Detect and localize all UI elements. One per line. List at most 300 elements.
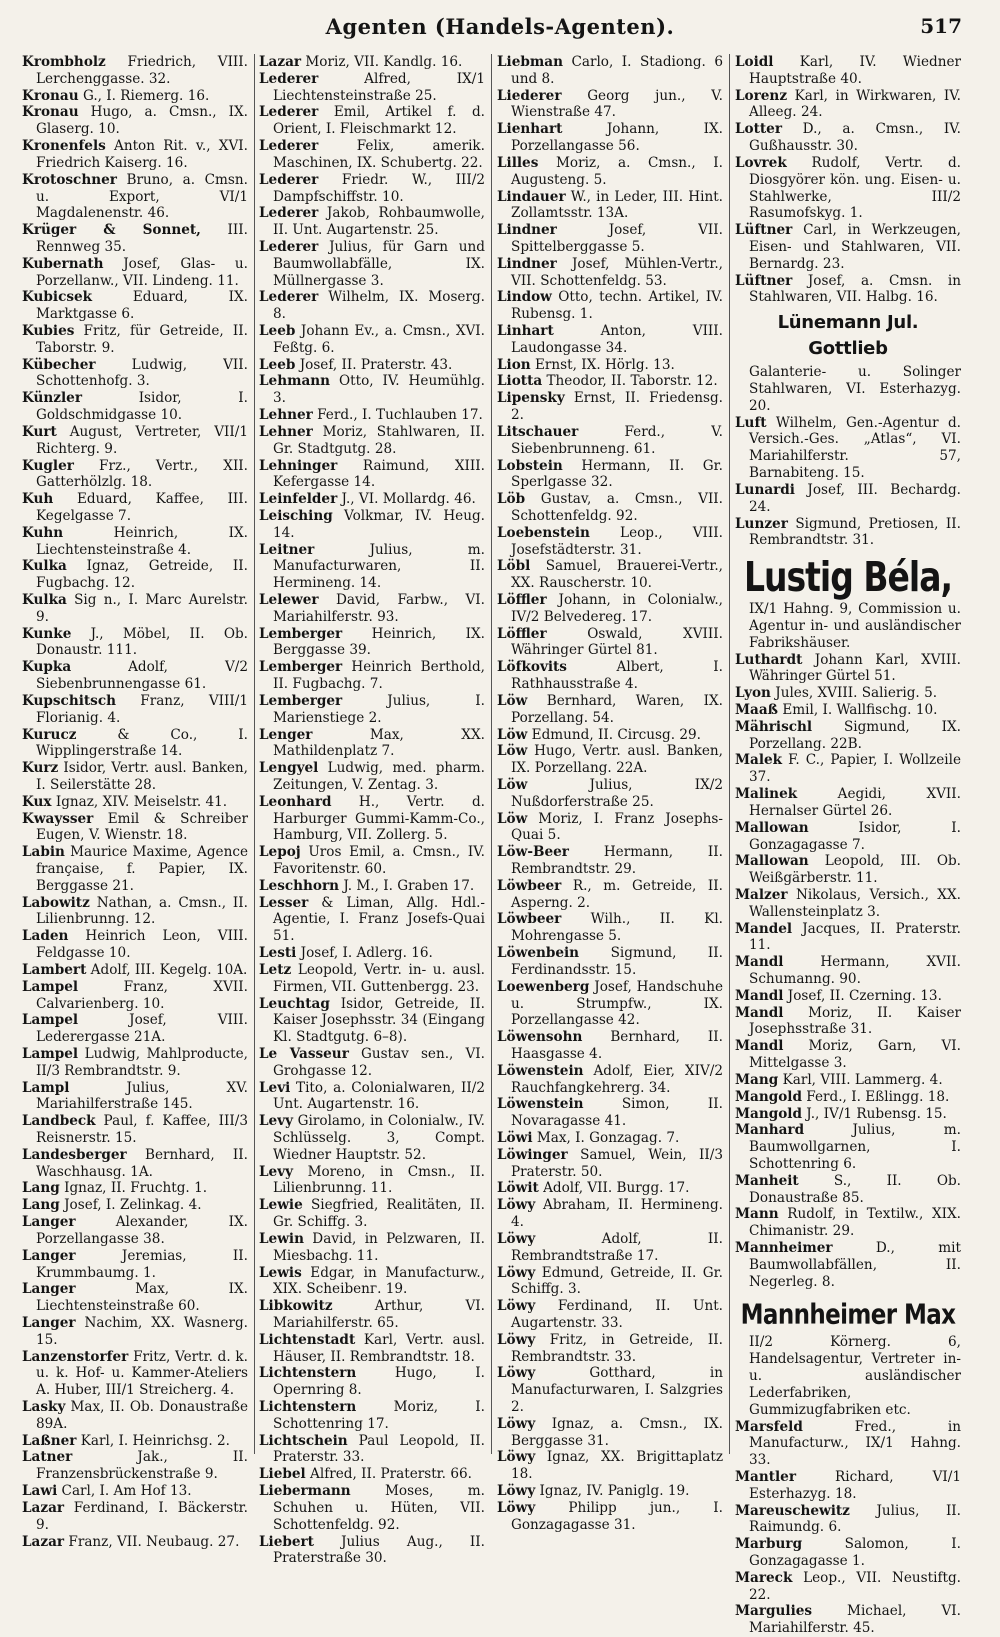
directory-entry <box>22 895 248 929</box>
directory-entry <box>735 921 961 955</box>
entry-name: Lederer <box>259 104 318 120</box>
entry-name: Löwensohn <box>497 1029 582 1045</box>
entry-name: Löwy <box>497 1332 535 1348</box>
directory-entry <box>497 1332 723 1366</box>
entry-name: Leuchtag <box>259 996 330 1012</box>
entry-name: Lampel <box>22 1012 78 1028</box>
directory-entry <box>735 1206 961 1240</box>
directory-entry <box>497 256 723 290</box>
directory-entry <box>497 1265 723 1299</box>
entry-details: Siegfried, Realitäten, II. Gr. Schiffg. 3. <box>273 1197 485 1230</box>
entry-details: Jules, XVIII. Salierig. 5. <box>771 685 937 701</box>
entry-name: Mandl <box>735 1005 783 1021</box>
entry-name: Mährischl <box>735 719 812 735</box>
entry-details: Ernst, IX. Hörlg. 13. <box>531 357 675 373</box>
entry-name: Lesser <box>259 895 308 911</box>
directory-entry <box>497 1483 723 1500</box>
directory-entry <box>735 1419 961 1469</box>
entry-details: Sigmund, Pretiosen, II. Rembrandtstr. 31. <box>749 516 961 549</box>
entry-name: Lehner <box>259 424 313 440</box>
entry-name: Lanzenstorfer <box>22 1349 128 1365</box>
directory-entry <box>259 1164 485 1198</box>
entry-details: Girolamo, in Colonialw., IV. Schlüsselg. 3, Compt. Wiedner Hauptstr. 52. <box>273 1113 485 1163</box>
entry-name: Löwbeer <box>497 911 561 927</box>
entry-name: Lovrek <box>735 155 787 171</box>
directory-entry <box>497 1449 723 1483</box>
entry-name: Leitner <box>259 542 314 558</box>
directory-entry <box>497 1197 723 1231</box>
entry-details: Max, XX. Mathildenplatz 7. <box>273 727 485 760</box>
entry-details: Franz, VII. Neubaug. 27. <box>64 1534 239 1550</box>
entry-details: Moses, m. Schuhen u. Hüten, VII. Schottenfeldg. 92. <box>273 1483 485 1533</box>
entry-details: Bernhard, II. Haasgasse 4. <box>511 1029 723 1062</box>
directory-entry <box>497 1365 723 1415</box>
directory-entry <box>22 104 248 138</box>
entry-details: Wilhelm, Gen.-Agentur d. Versich.-Ges. „Atlas“, VI. Mariahilferstr. 57, Barnabiteng. 15. <box>749 415 961 481</box>
directory-entry <box>259 104 485 138</box>
entry-details: David, in Pelzwaren, II. Miesbachg. 11. <box>273 1231 485 1264</box>
entry-name: Litschauer <box>497 424 578 440</box>
directory-entry <box>259 996 485 1046</box>
entry-details: Paul Leopold, II. Praterstr. 33. <box>273 1433 485 1466</box>
entry-name: Löwy <box>497 1265 535 1281</box>
directory-entry <box>22 1399 248 1433</box>
entry-name: Mandl <box>735 988 783 1004</box>
directory-entry <box>497 777 723 811</box>
entry-details: Moriz, a. Cmsn., I. Augusteng. 5. <box>511 155 723 188</box>
directory-entry <box>22 1012 248 1046</box>
entry-name: Mallowan <box>735 820 809 836</box>
entry-details: III. Rennweg 35. <box>36 222 248 255</box>
directory-entry <box>22 794 248 811</box>
directory-entry <box>259 626 485 660</box>
directory-entry <box>259 542 485 592</box>
entry-details: Max, II. Ob. Donaustraße 89A. <box>36 1399 248 1432</box>
directory-entry <box>735 1072 961 1089</box>
entry-details: Volkmar, IV. Heug. 14. <box>273 508 485 541</box>
entry-name: Kunke <box>22 626 71 642</box>
entry-details: Aegidi, XVII. Hernalser Gürtel 26. <box>749 786 961 819</box>
directory-entry <box>22 289 248 323</box>
entry-details: Leopold, III. Ob. Weißgärberstr. 11. <box>749 853 961 886</box>
entry-details: Jacques, II. Praterstr. 11. <box>749 921 961 954</box>
entry-details: Julius, für Garn und Baumwollabfälle, IX. Müllnergasse 3. <box>273 239 485 289</box>
column-rule <box>729 54 730 1454</box>
entry-name: Liebman <box>497 54 563 70</box>
directory-entry <box>497 878 723 912</box>
entry-name: Lunardi <box>735 482 795 498</box>
entry-details: F. C., Papier, I. Wollzeile 37. <box>749 752 961 785</box>
entry-details: Theodor, II. Taborstr. 12. <box>542 373 718 389</box>
directory-entry <box>259 508 485 542</box>
entry-details: Hugo, Vertr. ausl. Banken, IX. Porzellang. 22A. <box>511 743 723 776</box>
entry-name: Le Vasseur <box>259 1046 349 1062</box>
entry-details: Isidor, Vertr. ausl. Banken, I. Seilerstätte 28. <box>36 760 248 793</box>
entry-name: Linhart <box>497 323 554 339</box>
entry-name: Liebel <box>259 1466 306 1482</box>
entry-details: Uros Emil, a. Cmsn., IV. Favoritenstr. 60. <box>273 844 485 877</box>
entry-name: Lichtenstern <box>259 1365 356 1381</box>
entry-details: Leop., VIII. Josefstädterstr. 31. <box>511 525 723 558</box>
entry-details: Tito, a. Colonialwaren, II/2 Unt. Augartenstr. 16. <box>273 1080 485 1113</box>
directory-entry <box>497 357 723 374</box>
entry-details: Isidor, Getreide, II. Kaiser Josephsstr. 34 (Eingang Kl. Stadtgutg. 6–8). <box>273 996 485 1046</box>
directory-entry <box>22 928 248 962</box>
directory-entry <box>22 659 248 693</box>
entry-details: Edgar, in Manufacturw., XIX. Scheibenг. 19. <box>273 1265 485 1298</box>
directory-entry <box>735 988 961 1005</box>
entry-name: Lichtenstadt <box>259 1332 355 1348</box>
entry-details: Bernhard, Waren, IX. Porzellang. 54. <box>511 693 723 726</box>
entry-details: Adolf, V/2 Siebenbrunnengasse 61. <box>36 659 248 692</box>
entry-name: Langer <box>22 1248 76 1264</box>
entry-name: Löwy <box>497 1416 535 1432</box>
directory-entry <box>735 1038 961 1072</box>
directory-entry <box>735 1536 961 1570</box>
entry-name: Landesberger <box>22 1147 127 1163</box>
entry-name: Maaß <box>735 702 778 718</box>
entry-name: Löbl <box>497 558 530 574</box>
entry-name: Lemberger <box>259 626 342 642</box>
entry-details: Anton Rit. v., XVI. Friedrich Kaiserg. 16. <box>36 138 248 171</box>
entry-name: Lienhart <box>497 121 562 137</box>
entry-name: Löwenbein <box>497 945 579 961</box>
directory-entry <box>497 1500 723 1534</box>
entry-name: Leonhard <box>259 794 332 810</box>
entry-name: Kugler <box>22 458 74 474</box>
entry-name: Marburg <box>735 1536 802 1552</box>
entry-details: Heinrich Berthold, II. Fugbachg. 7. <box>273 659 485 692</box>
entry-details: Josef, II. Praterstr. 43. <box>295 357 452 373</box>
entry-details: Julius Aug., II. Praterstraße 30. <box>273 1534 485 1567</box>
column-1 <box>22 54 248 1550</box>
directory-entry <box>22 1534 248 1551</box>
entry-name: Malzer <box>735 887 788 903</box>
entry-details: Fritz, für Getreide, II. Taborstr. 9. <box>36 323 248 356</box>
entry-details: Eduard, IX. Marktgasse 6. <box>36 289 248 322</box>
entry-details: Gustav, a. Cmsn., VII. Schottenfeldg. 92. <box>511 491 723 524</box>
directory-entry <box>735 1469 961 1503</box>
directory-entry <box>22 88 248 105</box>
directory-entry <box>22 1281 248 1315</box>
entry-details: Max, IX. Liechtensteinstraße 60. <box>36 1281 248 1314</box>
entry-details: Ludwig, med. pharm. Zeitungen, V. Zentag. 3. <box>273 760 485 793</box>
directory-entry <box>22 1500 248 1534</box>
entry-name: Lazar <box>22 1500 64 1516</box>
entry-name: Kubicsek <box>22 289 92 305</box>
directory-entry <box>259 1332 485 1366</box>
directory-entry <box>22 357 248 391</box>
directory-entry <box>735 652 961 686</box>
directory-entry <box>735 155 961 222</box>
entry-details: Josef, VII. Spittelberggasse 5. <box>511 222 723 255</box>
entry-details: Ferd., I. Eßlingg. 18. <box>802 1089 949 1105</box>
entry-details: Hermann, II. Gr. Sperlgasse 32. <box>511 458 723 491</box>
directory-entry <box>22 54 248 88</box>
directory-entry <box>735 752 961 786</box>
directory-entry <box>22 626 248 660</box>
directory-entry <box>259 424 485 458</box>
entry-details: Karl, IV. Wiedner Hauptstraße 40. <box>749 54 961 87</box>
directory-entry <box>735 273 961 307</box>
directory-entry <box>22 962 248 979</box>
entry-details: Ferdinand, I. Bäckerstr. 9. <box>36 1500 248 1533</box>
entry-details: Moreno, in Cmsn., II. Lilienbrunng. 11. <box>273 1164 485 1197</box>
directory-entry <box>22 1147 248 1181</box>
entry-details: Julius, m. Baumwollgarnen, I. Schottenring 6. <box>749 1122 961 1172</box>
entry-name: Mandel <box>735 921 792 937</box>
directory-entry <box>22 979 248 1013</box>
entry-name: Lang <box>22 1180 60 1196</box>
page-number: 517 <box>920 14 962 38</box>
entry-name: Mangold <box>735 1089 802 1105</box>
entry-name: Liotta <box>497 373 542 389</box>
entry-name: Mannheimer <box>735 1240 833 1256</box>
directory-entry <box>735 1503 961 1537</box>
directory-entry <box>735 516 961 550</box>
entry-name: Löwy <box>497 1449 535 1465</box>
directory-entry <box>497 88 723 122</box>
directory-entry <box>497 693 723 727</box>
entry-name: Künzler <box>22 390 82 406</box>
entry-name: Lang <box>22 1197 60 1213</box>
directory-entry <box>735 719 961 753</box>
advertisement-text: II/2 Körnerg. 6, Handelsagentur, Vertreter in- u. ausländischer Lederfabriken, Gummizugfabriken etc. <box>735 1334 961 1418</box>
entry-details: Carl, in Werkzeugen, Eisen- und Stahlwaren, VII. Bernardg. 23. <box>749 222 961 272</box>
entry-details: G., I. Riemerg. 16. <box>79 88 210 104</box>
entry-name: Latner <box>22 1449 72 1465</box>
directory-entry <box>259 760 485 794</box>
entry-name: Kupschitsch <box>22 693 116 709</box>
directory-entry <box>497 1147 723 1181</box>
entry-details: Moriz, I. Franz Josephs-Quai 5. <box>511 811 723 844</box>
page-title: Agenten (Handels-Agenten). <box>0 14 1000 39</box>
directory-entry <box>735 1106 961 1123</box>
entry-name: Kubies <box>22 323 74 339</box>
entry-name: Lorenz <box>735 88 787 104</box>
directory-entry <box>22 1315 248 1349</box>
entry-name: Löwy <box>497 1483 535 1499</box>
entry-name: Lederer <box>259 71 318 87</box>
entry-details: Karl, VIII. Lammerg. 4. <box>778 1072 942 1088</box>
entry-details: Julius, I. Marienstiege 2. <box>273 693 485 726</box>
entry-name: Leisching <box>259 508 333 524</box>
entry-name: Landbeck <box>22 1113 96 1129</box>
entry-name: Loewenberg <box>497 979 589 995</box>
entry-details: Johann, IX. Porzellangasse 56. <box>511 121 723 154</box>
entry-details: Nachim, XX. Wasnerg. 15. <box>36 1315 248 1348</box>
directory-entry <box>497 1231 723 1265</box>
entry-details: Alfred, II. Praterstr. 66. <box>306 1466 472 1482</box>
entry-details: David, Farbw., VI. Mariahilferstr. 93. <box>273 592 485 625</box>
directory-entry <box>735 702 961 719</box>
entry-details: Samuel, Brauerei-Vertr., XX. Rauscherstr. 10. <box>511 558 723 591</box>
directory-entry <box>735 954 961 988</box>
entry-details: Rudolf, Vertr. d. Diosgyörer kön. ung. Eisen- u. Stahlwerke, III/2 Rasumofskyg. 1. <box>749 155 961 221</box>
column-4-part-a <box>735 54 961 306</box>
entry-details: J. M., I. Graben 17. <box>339 878 474 894</box>
directory-entry <box>259 1483 485 1533</box>
entry-name: Lion <box>497 357 531 373</box>
directory-entry <box>22 558 248 592</box>
directory-entry <box>22 525 248 559</box>
entry-details: Maurice Maxime, Agence française, f. Papier, IX. Berggasse 21. <box>36 844 248 894</box>
directory-entry <box>497 626 723 660</box>
entry-name: Lotter <box>735 121 782 137</box>
entry-name: Lasky <box>22 1399 65 1415</box>
directory-entry <box>22 1180 248 1197</box>
directory-entry <box>735 853 961 887</box>
directory-entry <box>735 685 961 702</box>
entry-details: Richard, VI/1 Esterhazyg. 18. <box>749 1469 961 1502</box>
directory-entry <box>22 1433 248 1450</box>
entry-name: Manhard <box>735 1122 804 1138</box>
entry-name: Lazar <box>259 54 301 70</box>
entry-details: Frz., Vertr., XII. Gatterhölzlg. 18. <box>36 458 248 491</box>
directory-entry <box>22 222 248 256</box>
entry-name: Lelewer <box>259 592 319 608</box>
entry-name: Leeb <box>259 323 295 339</box>
entry-details: Franz, XVII. Calvarienberg. 10. <box>36 979 248 1012</box>
directory-entry <box>22 1483 248 1500</box>
advertisement-text: IX/1 Hahng. 9, Commission u. Agentur in- und ausländischer Fabrikshäuser. <box>735 601 961 651</box>
entry-details: Alfred, IX/1 Liechtensteinstraße 25. <box>273 71 485 104</box>
directory-entry <box>259 373 485 407</box>
directory-entry <box>735 1603 961 1637</box>
entry-name: Lobstein <box>497 458 563 474</box>
directory-entry <box>497 1416 723 1450</box>
column-4 <box>735 54 961 1637</box>
directory-entry <box>259 172 485 206</box>
directory-entry <box>22 138 248 172</box>
entry-details: Eduard, Kaffee, III. Kegelgasse 7. <box>36 491 248 524</box>
entry-details: Ignaz, IV. Paniglg. 19. <box>535 1483 689 1499</box>
entry-name: Lederer <box>259 138 318 154</box>
entry-details: Ferdinand, II. Unt. Augartenstr. 33. <box>511 1298 723 1331</box>
entry-details: Ignaz, XX. Brigittaplatz 18. <box>511 1449 723 1482</box>
entry-name: Levy <box>259 1164 293 1180</box>
entry-name: Malek <box>735 752 782 768</box>
entry-details: Heinrich Leon, VIII. Feldgasse 10. <box>36 928 248 961</box>
directory-entry <box>22 1349 248 1399</box>
entry-name: Kronau <box>22 104 79 120</box>
entry-details: Moriz, Stahlwaren, II. Gr. Stadtgutg. 28. <box>273 424 485 457</box>
directory-entry <box>259 289 485 323</box>
entry-details: Nathan, a. Cmsn., II. Lilienbrunng. 12. <box>36 895 248 928</box>
directory-entry <box>735 1570 961 1604</box>
entry-name: Kubernath <box>22 256 104 272</box>
entry-details: Ferd., I. Tuchlauben 17. <box>313 407 483 423</box>
entry-details: H., Vertr. d. Harburger Gummi-Kamm-Co., Hamburg, VII. Zollerg. 5. <box>273 794 485 844</box>
directory-entry <box>497 558 723 592</box>
directory-entry <box>259 878 485 895</box>
directory-entry <box>259 71 485 105</box>
directory-entry <box>22 1449 248 1483</box>
directory-entry <box>259 1046 485 1080</box>
column-4-part-c <box>735 652 961 1291</box>
entry-name: Kupka <box>22 659 71 675</box>
directory-entry <box>735 1005 961 1039</box>
entry-details: Ignaz, a. Cmsn., IX. Berggasse 31. <box>511 1416 723 1449</box>
directory-entry <box>259 1298 485 1332</box>
entry-details: Anton, VIII. Laudongasse 34. <box>511 323 723 356</box>
entry-name: Lewin <box>259 1231 304 1247</box>
directory-entry <box>259 794 485 844</box>
directory-entry <box>259 239 485 289</box>
entry-details: Jeremias, II. Krummbaumg. 1. <box>36 1248 248 1281</box>
entry-details: Emil, Artikel f. d. Orient, I. Fleischmarkt 12. <box>273 104 485 137</box>
directory-entry <box>259 1433 485 1467</box>
column-4-part-b <box>735 415 961 550</box>
directory-entry <box>497 289 723 323</box>
entry-name: Löw <box>497 693 527 709</box>
directory-entry <box>259 727 485 761</box>
entry-details: Ignaz, XIV. Meiselstr. 41. <box>52 794 228 810</box>
directory-entry <box>497 458 723 492</box>
directory-entry <box>22 727 248 761</box>
directory-entry <box>259 1231 485 1265</box>
directory-entry <box>22 760 248 794</box>
directory-entry <box>22 811 248 845</box>
entry-details: Isidor, I. Gonzagagasse 7. <box>749 820 961 853</box>
entry-details: Adolf, II. Rembrandtstraße 17. <box>511 1231 723 1264</box>
entry-details: Josef, Handschuhe u. Strumpfw., IX. Porzellangasse 42. <box>511 979 723 1029</box>
entry-name: Lindauer <box>497 189 566 205</box>
entry-name: Liebert <box>259 1534 314 1550</box>
entry-name: Krüger & Sonnet, <box>22 222 201 238</box>
directory-entry <box>259 1399 485 1433</box>
entry-details: Felix, amerik. Maschinen, IX. Schubertg. 22. <box>273 138 485 171</box>
entry-name: Kwaysser <box>22 811 93 827</box>
directory-entry <box>497 189 723 223</box>
directory-entry <box>735 415 961 482</box>
directory-entry <box>22 693 248 727</box>
entry-name: Lunzer <box>735 516 788 532</box>
entry-details: J., Möbel, II. Ob. Donaustr. 111. <box>36 626 248 659</box>
entry-details: Julius, XV. Mariahilferstraße 145. <box>36 1080 248 1113</box>
entry-name: Marsfeld <box>735 1419 803 1435</box>
entry-name: Löwenstein <box>497 1096 584 1112</box>
entry-name: Laden <box>22 928 68 944</box>
entry-name: Kronenfels <box>22 138 106 154</box>
directory-entry <box>497 390 723 424</box>
entry-name: Lederer <box>259 289 318 305</box>
entry-name: Levy <box>259 1113 293 1129</box>
entry-details: Karl, I. Heinrichsg. 2. <box>76 1433 230 1449</box>
entry-name: Lemberger <box>259 693 342 709</box>
entry-name: Mandl <box>735 954 783 970</box>
entry-name: Leeb <box>259 357 295 373</box>
entry-details: Julius, II. Raimundg. 6. <box>749 1503 961 1536</box>
column-4-part-d <box>735 1419 961 1637</box>
entry-details: Heinrich, IX. Liechtensteinstraße 4. <box>36 525 248 558</box>
directory-entry <box>497 373 723 390</box>
entry-name: Liederer <box>497 88 562 104</box>
column-2 <box>259 54 485 1567</box>
entry-name: Lemberger <box>259 659 342 675</box>
entry-name: Mann <box>735 1206 779 1222</box>
entry-details: D., mit Baumwollabfällen, II. Negerleg. 8. <box>749 1240 961 1290</box>
entry-details: Ignaz, Getreide, II. Fugbachg. 12. <box>36 558 248 591</box>
entry-name: Manheit <box>735 1173 799 1189</box>
entry-name: Lewie <box>259 1197 303 1213</box>
directory-entry <box>497 811 723 845</box>
entry-name: Levi <box>259 1080 290 1096</box>
entry-name: Löw <box>497 743 527 759</box>
entry-name: Kurz <box>22 760 58 776</box>
entry-details: Josef, I. Adlerg. 16. <box>296 945 433 961</box>
entry-name: Löwy <box>497 1500 535 1516</box>
